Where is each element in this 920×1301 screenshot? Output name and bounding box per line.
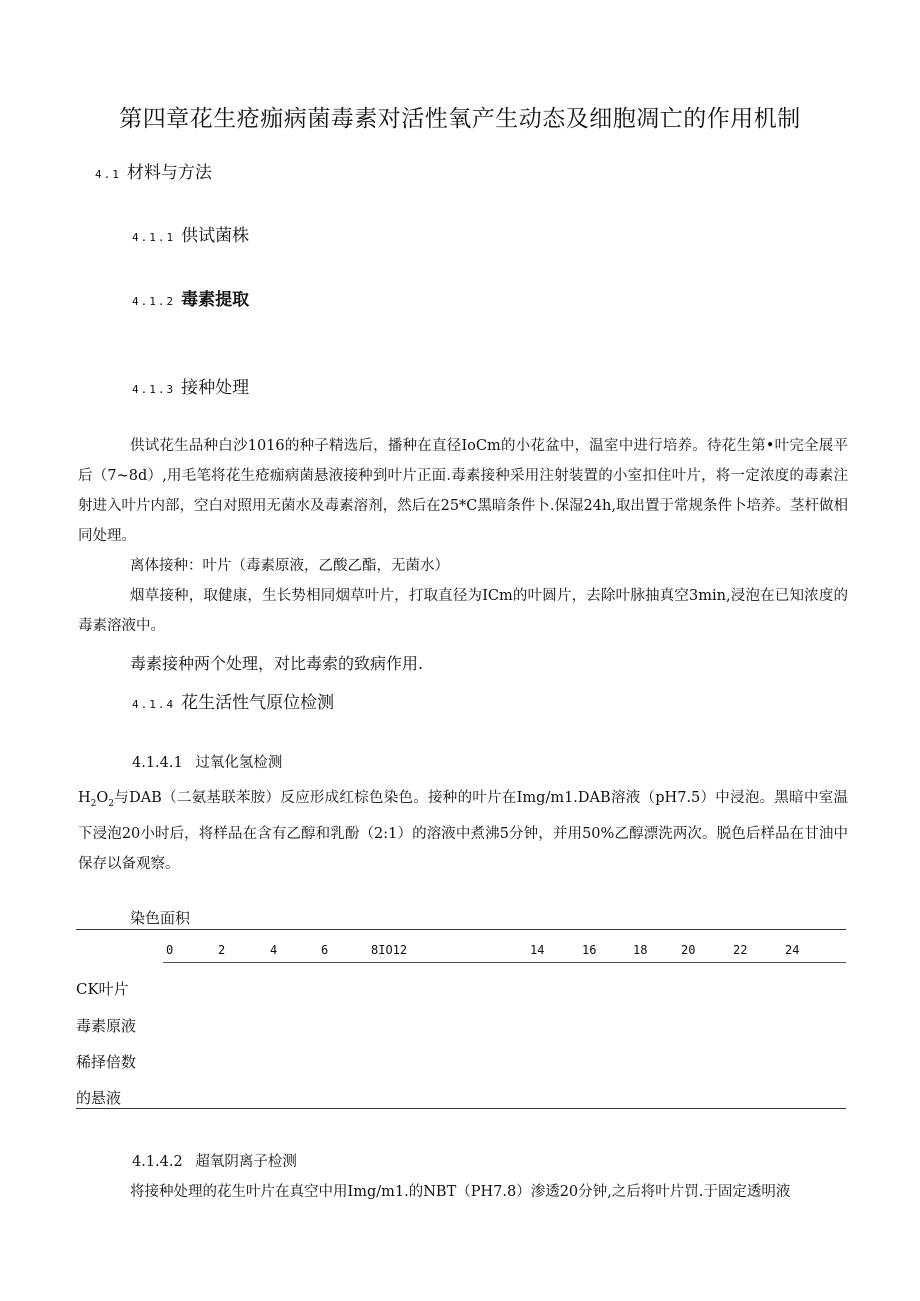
section-number: 4.1.2 (132, 295, 176, 308)
table-header-cell: 6 (321, 943, 329, 957)
table-header-cell: 16 (582, 943, 597, 957)
section-title: 供试菌株 (181, 226, 250, 246)
section-4-1-4-heading (132, 688, 334, 713)
table-header-cell: 18 (633, 943, 648, 957)
table-header-cell: 4 (270, 943, 278, 957)
table-header-cell: 24 (785, 943, 800, 957)
h2o2-o: O (96, 790, 109, 806)
h2o2-sub-2: 2 (108, 798, 115, 809)
table-row-label: 的悬液 (76, 1089, 122, 1107)
section-4-1-heading (95, 158, 212, 183)
section-number: 4.1.3 (132, 383, 176, 396)
table-header-cell: 0 (166, 943, 174, 957)
paragraph-inoculation: 供试花生品种白沙1016的种子精选后，播种在直径IoCm的小花盆中，温室中进行培养。待花生第•叶完全展平后（7~8d）,用毛笔将花生疮痂病菌悬液接种到叶片正面.毒素接种采用注射装置的小室扣住叶片，将一定浓度的毒素注射进入叶片内部，空白对照用无菌水及毒素溶剂，然后在25*C黑暗条件卜.保湿24h,取出置于常规条件卜培养。茎杆做相同处理。 (78, 438, 848, 544)
section-4-1-2-heading (132, 285, 249, 310)
table-header-rule (163, 962, 846, 963)
section-number: 4.1 (95, 168, 121, 181)
paragraph-h2o2-detection (78, 783, 848, 879)
table-header-cell: 2 (218, 943, 226, 957)
paragraph-tobacco-inoculation: 烟草接种，取健康，生长势相同烟草叶片，打取直径为ICm的叶圆片，去除叶脉抽真空3min,浸泡在已知浓度的毒素溶液中。 (78, 588, 848, 634)
table-row-label: CK叶片 (76, 980, 129, 998)
section-title: 花生活性气原位检测 (181, 693, 335, 713)
page-title: 第四章花生疮痂病菌毒素对活性氧产生动态及细胞凋亡的作用机制 (119, 106, 801, 132)
paragraph-detached-inoculation: 离体接种：叶片（毒素原液，乙酸乙酯，无菌水） (130, 558, 449, 574)
section-number: 4.1.1 (132, 231, 176, 244)
body-text-inoculation (78, 431, 848, 641)
table-header-cell: 22 (733, 943, 748, 957)
section-4-1-3-heading (132, 373, 249, 398)
h2o2-body: 与DAB（二氨基联苯胺）反应形成红棕色染色。接种的叶片在Img/m1.DAB溶液（pH7.5）中浸泡。黑暗中室温下浸泡20小时后，将样品在含有乙醇和乳酚（2:1）的溶液中煮沸5分钟，并用50%乙醇漂洗两次。脱色后样品在甘油中保存以备观察。 (78, 790, 848, 872)
table-row-label: 稀择倍数 (76, 1053, 137, 1071)
section-title: 接种处理 (181, 378, 250, 398)
section-4-1-4-1-heading (132, 751, 282, 772)
table-header-cell: 8IO12 (371, 943, 408, 957)
table-bottom-rule (76, 1108, 846, 1109)
section-title: 超氧阴离子检测 (195, 1154, 297, 1170)
table-top-rule (76, 929, 846, 930)
table-row-label: 毒素原液 (76, 1017, 137, 1035)
section-title: 材料与方法 (126, 163, 212, 183)
h2o2-sub-1: 2 (90, 798, 97, 809)
section-4-1-4-2-heading (132, 1150, 297, 1171)
section-number: 4.1.4 (132, 698, 176, 711)
table-header-cell: 14 (530, 943, 545, 957)
section-number: 4.1.4.2 (132, 1154, 183, 1170)
section-title: 毒素提取 (181, 290, 250, 310)
h2o2-h: H (78, 790, 91, 806)
table-caption: 染色面积 (130, 909, 191, 927)
section-4-1-1-heading (132, 221, 249, 246)
section-number: 4.1.4.1 (132, 755, 183, 771)
table-header-cell: 20 (681, 943, 696, 957)
paragraph-superoxide-detection: 将接种处理的花生叶片在真空中用Img/m1.的NBT（PH7.8）渗透20分钟,之后将叶片罚.于固定透明液 (130, 1184, 791, 1200)
section-title: 过氧化氢检测 (195, 755, 283, 771)
paragraph-toxin-comparison: 毒素接种两个处理，对比毒索的致病作用. (130, 654, 424, 673)
